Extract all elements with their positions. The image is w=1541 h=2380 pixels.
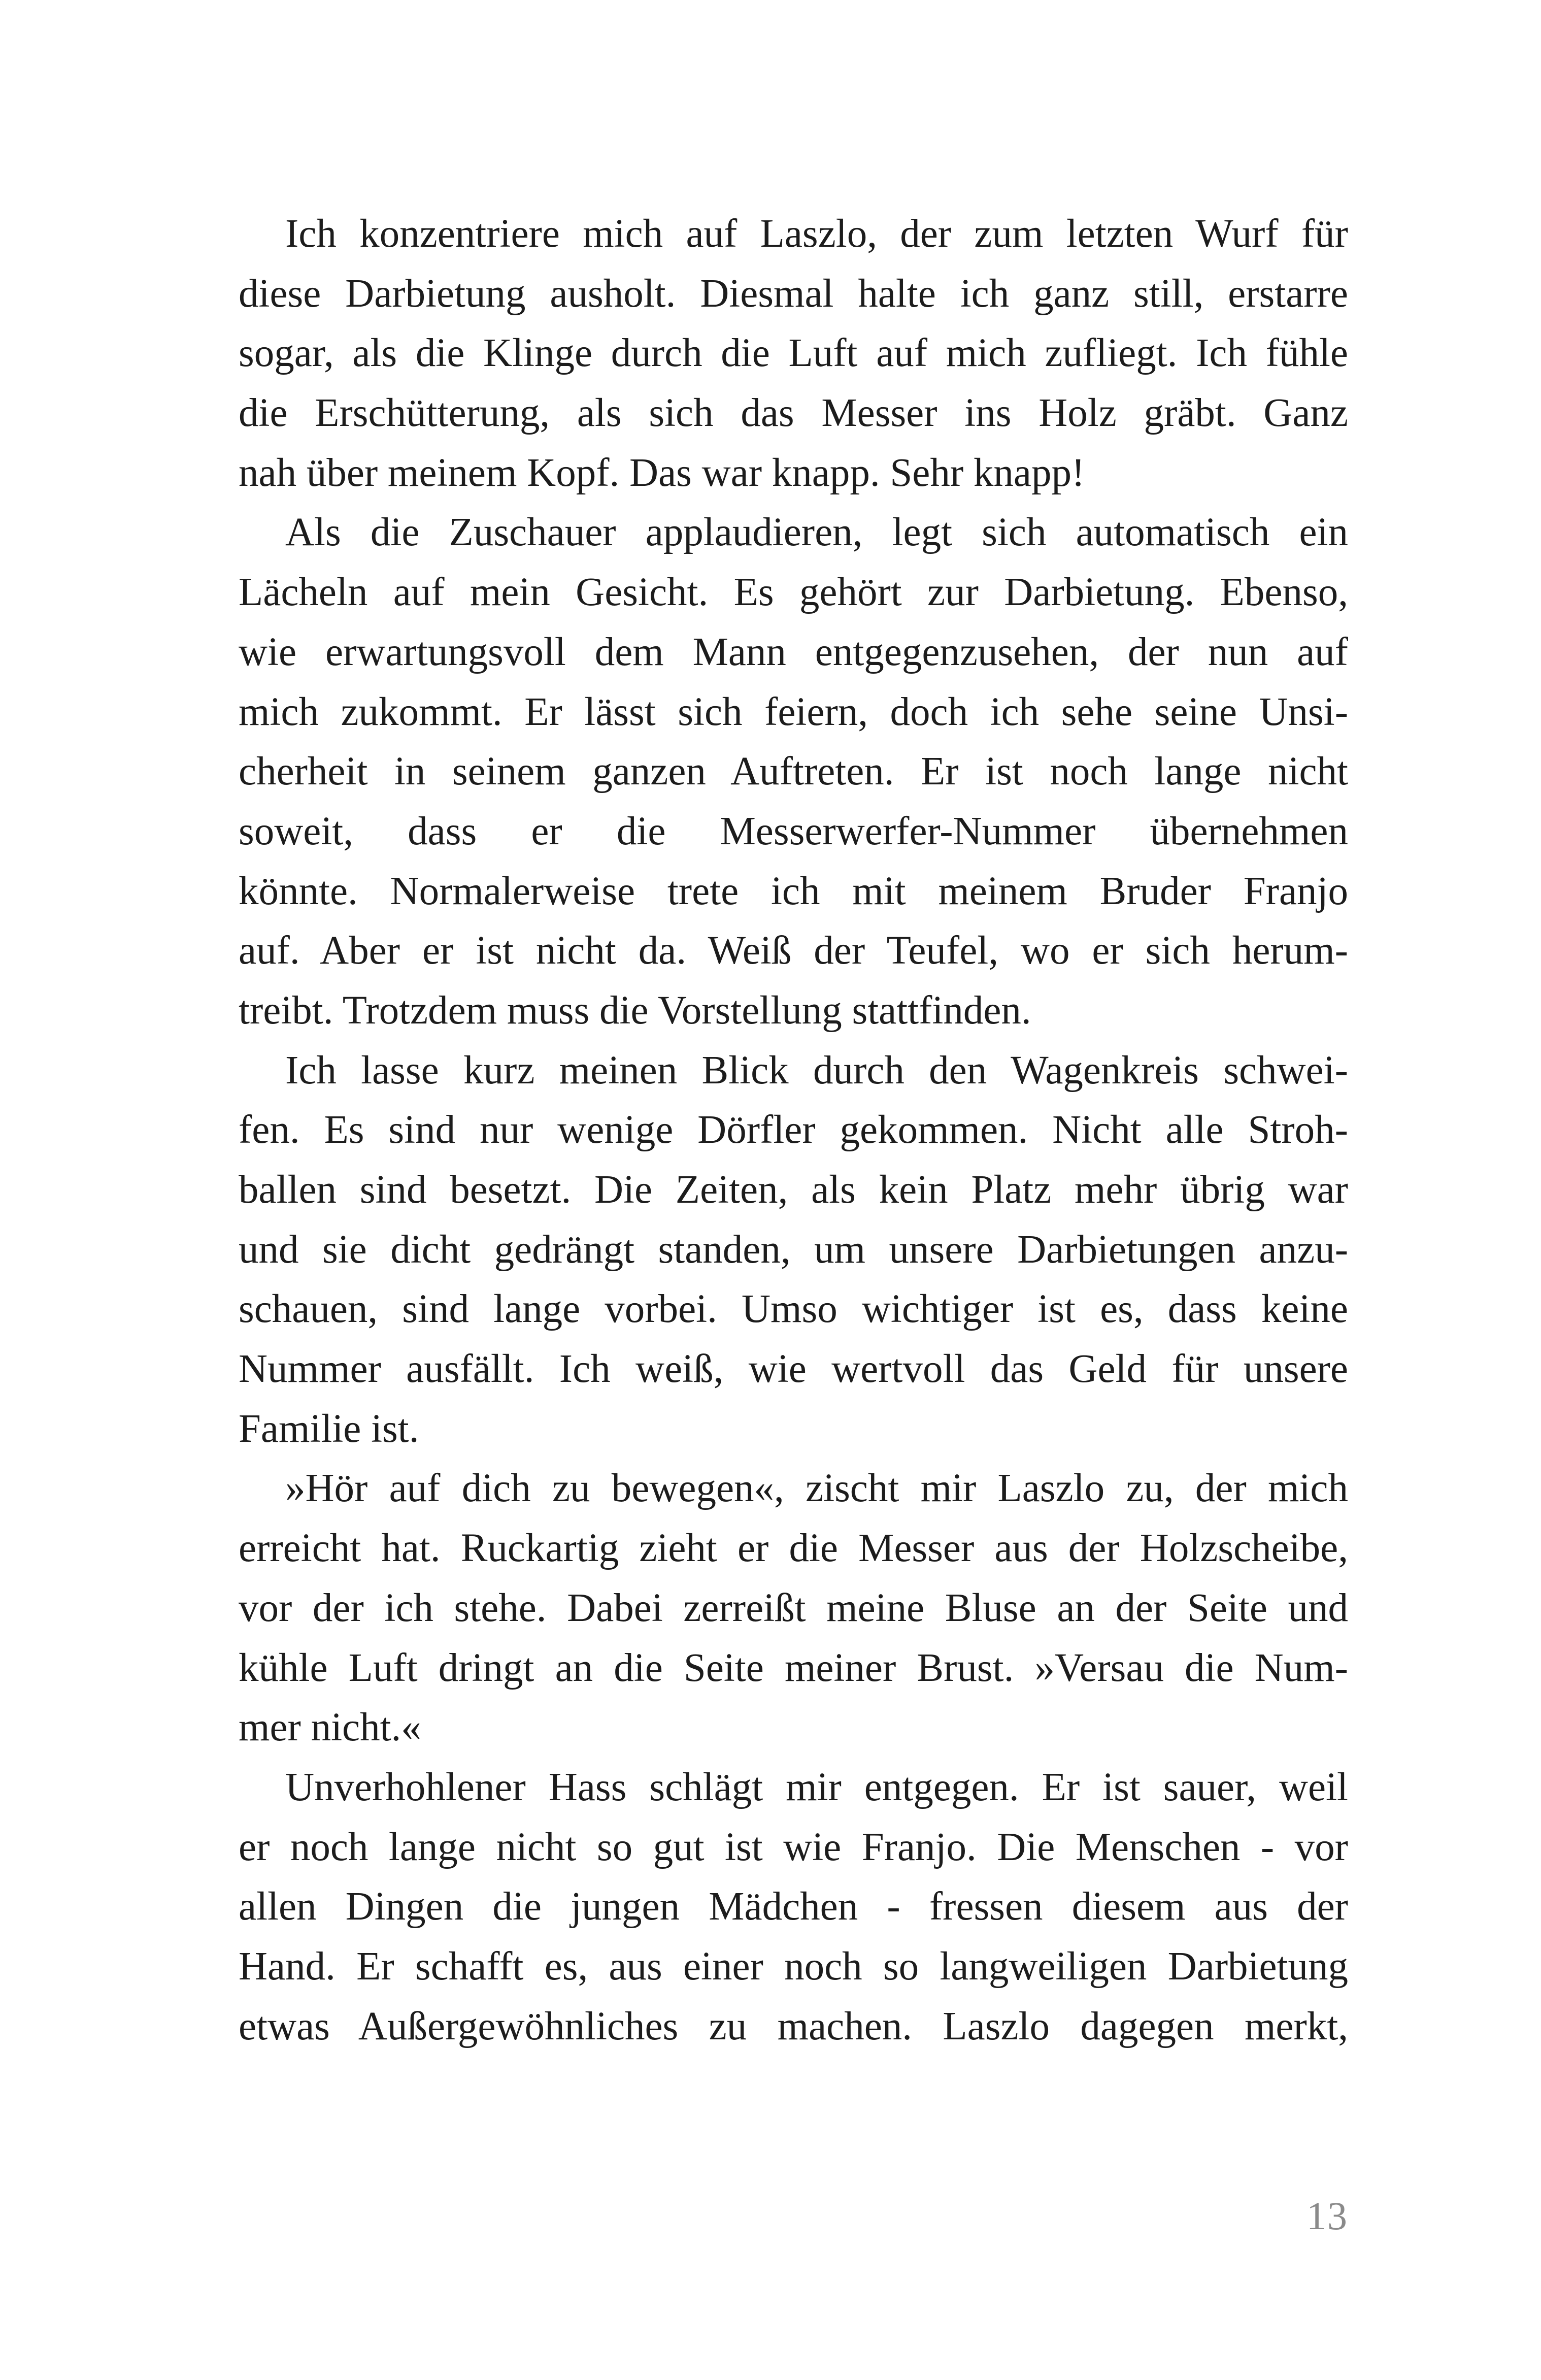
text-line: treibt. Trotzdem muss die Vorstellung stattfinden. xyxy=(239,988,1031,1033)
body-text xyxy=(239,204,1348,2056)
paragraph xyxy=(239,1041,1348,1459)
text-line: Lächeln auf mein Gesicht. Es gehört zur Darbietung. Ebenso, xyxy=(239,570,1348,615)
text-line: Unverhohlener Hass schlägt mir entgegen. Er ist sauer, weil xyxy=(285,1765,1348,1809)
text-line: kühle Luft dringt an die Seite meiner Brust. »Versau die Num- xyxy=(239,1645,1348,1690)
text-line: er noch lange nicht so gut ist wie Franjo. Die Menschen - vor xyxy=(239,1825,1348,1869)
text-line: mich zukommt. Er lässt sich feiern, doch ich sehe seine Unsi- xyxy=(239,689,1348,734)
text-line: diese Darbietung ausholt. Diesmal halte ich ganz still, erstarre xyxy=(239,271,1348,316)
text-line: ballen sind besetzt. Die Zeiten, als kein Platz mehr übrig war xyxy=(239,1168,1348,1212)
text-line: cherheit in seinem ganzen Auftreten. Er ist noch lange nicht xyxy=(239,749,1348,794)
text-line: erreicht hat. Ruckartig zieht er die Messer aus der Holzscheibe, xyxy=(239,1526,1348,1571)
text-line: schauen, sind lange vorbei. Umso wichtiger ist es, dass keine xyxy=(239,1287,1348,1332)
text-line: und sie dicht gedrängt standen, um unsere Darbietungen anzu- xyxy=(239,1227,1348,1272)
text-line: die Erschütterung, als sich das Messer ins Holz gräbt. Ganz xyxy=(239,391,1348,436)
paragraph xyxy=(239,1459,1348,1757)
paragraph xyxy=(239,204,1348,503)
text-line: etwas Außergewöhnliches zu machen. Laszlo dagegen merkt, xyxy=(239,2004,1348,2048)
text-line: fen. Es sind nur wenige Dörfler gekommen. Nicht alle Stroh- xyxy=(239,1108,1348,1152)
text-line: allen Dingen die jungen Mädchen - fressen diesem aus der xyxy=(239,1885,1348,1929)
text-line: »Hör auf dich zu bewegen«, zischt mir Laszlo zu, der mich xyxy=(285,1466,1348,1511)
text-line: sogar, als die Klinge durch die Luft auf mich zufliegt. Ich fühle xyxy=(239,331,1348,376)
paragraph xyxy=(239,1758,1348,2056)
text-line: Als die Zuschauer applaudieren, legt sich automatisch ein xyxy=(285,510,1348,555)
text-line: nah über meinem Kopf. Das war knapp. Sehr knapp! xyxy=(239,450,1085,495)
text-line: mer nicht.« xyxy=(239,1705,421,1750)
text-line: wie erwartungsvoll dem Mann entgegenzusehen, der nun auf xyxy=(239,630,1348,674)
text-line: vor der ich stehe. Dabei zerreißt meine Bluse an der Seite und xyxy=(239,1585,1348,1630)
text-line: Ich konzentriere mich auf Laszlo, der zum letzten Wurf für xyxy=(285,212,1348,256)
text-line: Ich lasse kurz meinen Blick durch den Wagenkreis schwei- xyxy=(285,1048,1348,1093)
paragraph xyxy=(239,503,1348,1040)
text-line: auf. Aber er ist nicht da. Weiß der Teufel, wo er sich herum- xyxy=(239,929,1348,973)
text-line: Hand. Er schafft es, aus einer noch so langweiligen Darbietung xyxy=(239,1944,1348,1989)
text-line: Familie ist. xyxy=(239,1406,419,1451)
page-number: 13 xyxy=(1306,2194,1348,2238)
text-line: Nummer ausfällt. Ich weiß, wie wertvoll das Geld für unsere xyxy=(239,1347,1348,1392)
text-line: soweit, dass er die Messerwerfer-Nummer übernehmen xyxy=(239,809,1348,853)
text-line: könnte. Normalerweise trete ich mit meinem Bruder Franjo xyxy=(239,869,1348,913)
